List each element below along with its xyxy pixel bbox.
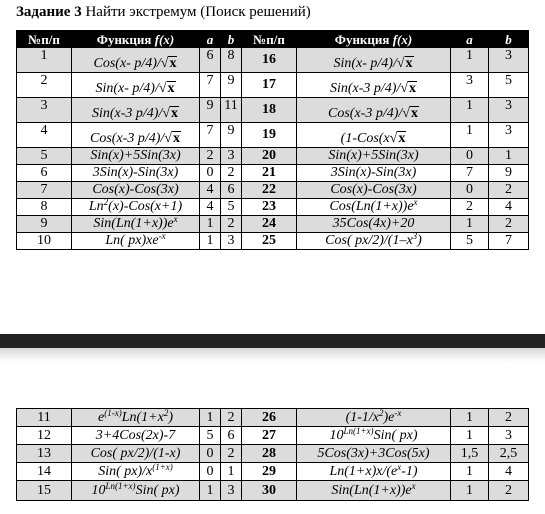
- radical-sign: √: [158, 81, 167, 96]
- function-exponent: -x: [394, 408, 402, 418]
- task-number: Задание 3: [16, 4, 82, 20]
- interval-b-cell: 3: [221, 233, 242, 250]
- function-exponent: x: [397, 462, 402, 472]
- interval-b-cell: 2: [489, 481, 529, 501]
- function-cell: [72, 445, 200, 463]
- function-text: Cos( px/2)/(1–x: [325, 233, 413, 248]
- task-number-cell: 21: [242, 165, 297, 182]
- radicand: x: [398, 131, 406, 146]
- header-num: №п/п: [17, 31, 72, 48]
- function-exponent: 2: [103, 198, 109, 207]
- sqrt-symbol: [402, 106, 419, 121]
- sqrt-symbol: [397, 56, 414, 71]
- task-number-cell: 9: [17, 216, 72, 233]
- function-cell: [72, 73, 200, 98]
- function-cell: [297, 199, 451, 216]
- interval-b-cell: 2,5: [489, 445, 529, 463]
- header-a: a: [200, 31, 221, 48]
- interval-a-cell: 7: [451, 165, 489, 182]
- table-row: [17, 73, 529, 98]
- header-num: №п/п: [242, 31, 297, 48]
- task-number-cell: 8: [17, 199, 72, 216]
- function-text: Ln(1+x)x/(e: [329, 463, 398, 479]
- interval-a-cell: 1: [451, 427, 489, 445]
- function-exponent: x: [173, 215, 178, 224]
- function-text: Sin(Ln(1+x))e: [331, 482, 412, 498]
- function-exponent: (1+x): [152, 462, 173, 472]
- function-exponent: 3: [412, 232, 418, 241]
- task-number-cell: 2: [17, 73, 72, 98]
- function-text: Cos(Ln(1+x))e: [329, 199, 414, 214]
- function-cell: [297, 73, 451, 98]
- function-text: Cos( px/2)/(1-x): [90, 445, 181, 461]
- table-row: [17, 481, 529, 501]
- table-row: [17, 409, 529, 427]
- sqrt-symbol: [164, 131, 181, 146]
- interval-a-cell: 0: [200, 165, 221, 182]
- table-row: [17, 427, 529, 445]
- interval-a-cell: 0: [200, 445, 221, 463]
- function-cell: [72, 233, 200, 250]
- function-cell: [297, 182, 451, 199]
- table-body-bottom: [17, 409, 529, 501]
- task-number-cell: 28: [242, 445, 297, 463]
- interval-b-cell: 9: [489, 165, 529, 182]
- function-text: 35Cos(4x)+20: [332, 216, 415, 231]
- task-number-cell: 27: [242, 427, 297, 445]
- interval-a-cell: 1: [451, 216, 489, 233]
- function-text: -1): [401, 463, 418, 479]
- interval-b-cell: 2: [221, 165, 242, 182]
- function-text: 3Sin(x)-Sin(3x): [330, 165, 417, 180]
- page-divider-shadow: [0, 348, 545, 362]
- function-cell: [72, 165, 200, 182]
- interval-a-cell: 1: [451, 48, 489, 73]
- task-number-cell: 23: [242, 199, 297, 216]
- sqrt-symbol: [400, 81, 417, 96]
- function-exponent: Ln(1+x): [343, 426, 374, 436]
- header-function: Функция f(x): [72, 31, 200, 48]
- header-b: b: [489, 31, 529, 48]
- task-number-cell: 10: [17, 233, 72, 250]
- table-row: [17, 182, 529, 199]
- interval-b-cell: 5: [489, 73, 529, 98]
- function-exponent: 2: [163, 408, 169, 418]
- radicand: x: [167, 81, 175, 96]
- interval-b-cell: 2: [221, 409, 242, 427]
- sqrt-symbol: [159, 81, 176, 96]
- task-number-cell: 17: [242, 73, 297, 98]
- task-number-cell: 12: [17, 427, 72, 445]
- interval-b-cell: 2: [489, 409, 529, 427]
- task-number-cell: 19: [242, 123, 297, 148]
- function-cell: [72, 48, 200, 73]
- radical-sign: √: [402, 106, 410, 121]
- interval-a-cell: 5: [451, 233, 489, 250]
- function-text: e: [98, 409, 105, 425]
- task-number-cell: 26: [242, 409, 297, 427]
- radicand: x: [169, 56, 177, 71]
- task-description: Найти экстремум (Поиск решений): [85, 4, 311, 20]
- interval-b-cell: 6: [221, 427, 242, 445]
- function-text: Ln: [88, 199, 104, 214]
- function-cell: [72, 148, 200, 165]
- radicand: x: [172, 131, 180, 146]
- function-cell: [72, 123, 200, 148]
- function-text: Sin( px): [373, 427, 418, 443]
- task-number-cell: 18: [242, 98, 297, 123]
- interval-b-cell: 2: [489, 182, 529, 199]
- function-cell: [72, 463, 200, 481]
- interval-a-cell: 2: [200, 148, 221, 165]
- function-text: Cos(x)-Cos(3x): [92, 182, 179, 197]
- interval-b-cell: 7: [489, 233, 529, 250]
- interval-a-cell: 1: [451, 123, 489, 148]
- task-number-cell: 1: [17, 48, 72, 73]
- function-text: Ln( px)xe: [105, 233, 159, 248]
- interval-a-cell: 6: [200, 48, 221, 73]
- function-text: Cos(x)-Cos(3x): [330, 182, 417, 197]
- radicand: x: [410, 106, 418, 121]
- interval-b-cell: 3: [221, 148, 242, 165]
- function-cell: [297, 148, 451, 165]
- interval-a-cell: 1: [200, 481, 221, 501]
- interval-a-cell: 1: [451, 463, 489, 481]
- task-number-cell: 14: [17, 463, 72, 481]
- function-cell: [72, 427, 200, 445]
- task-number-cell: 29: [242, 463, 297, 481]
- interval-b-cell: 1: [221, 463, 242, 481]
- header-b: b: [221, 31, 242, 48]
- task-number-cell: 3: [17, 98, 72, 123]
- function-text: Sin(Ln(1+x))e: [93, 216, 174, 231]
- function-text: 5Cos(3x)+3Cos(5x): [317, 445, 430, 461]
- task-number-cell: 30: [242, 481, 297, 501]
- interval-b-cell: 3: [489, 48, 529, 73]
- interval-b-cell: 3: [489, 123, 529, 148]
- function-text: 3Sin(x)-Sin(3x): [92, 165, 179, 180]
- function-cell: [297, 427, 451, 445]
- function-cell: [297, 463, 451, 481]
- interval-b-cell: 2: [489, 216, 529, 233]
- function-text: Sin(x- p/4)/: [95, 81, 159, 96]
- interval-a-cell: 1: [200, 216, 221, 233]
- sqrt-symbol: [161, 56, 178, 71]
- function-cell: [72, 98, 200, 123]
- table-row: [17, 233, 529, 250]
- function-exponent: x: [411, 480, 416, 491]
- page-divider-band: [0, 334, 545, 348]
- function-cell: [297, 409, 451, 427]
- interval-b-cell: 9: [221, 123, 242, 148]
- function-exponent: Ln(1+x): [105, 480, 136, 491]
- interval-b-cell: 6: [221, 182, 242, 199]
- interval-a-cell: 1: [451, 481, 489, 501]
- function-cell: [297, 123, 451, 148]
- task-number-cell: 7: [17, 182, 72, 199]
- function-text: Cos(x-3 p/4)/: [90, 131, 165, 146]
- task-number-cell: 5: [17, 148, 72, 165]
- table-row: [17, 199, 529, 216]
- function-text: 10: [91, 482, 106, 498]
- function-text: )e: [383, 409, 395, 425]
- interval-b-cell: 3: [489, 427, 529, 445]
- table-row: [17, 148, 529, 165]
- interval-b-cell: 3: [221, 481, 242, 501]
- interval-b-cell: 4: [489, 199, 529, 216]
- task-number-cell: 11: [17, 409, 72, 427]
- function-text: 10: [329, 427, 344, 443]
- function-text: Sin(x)+5Sin(3x): [328, 148, 419, 163]
- function-cell: [297, 48, 451, 73]
- function-exponent: 2: [379, 408, 384, 418]
- interval-a-cell: 0: [451, 182, 489, 199]
- task-number-cell: 22: [242, 182, 297, 199]
- table-row: [17, 48, 529, 73]
- interval-a-cell: 4: [200, 182, 221, 199]
- function-text: ): [417, 233, 422, 248]
- interval-a-cell: 7: [200, 123, 221, 148]
- function-cell: [297, 165, 451, 182]
- interval-a-cell: 5: [200, 427, 221, 445]
- function-text: (1-Cos(x: [340, 131, 390, 146]
- function-cell: [297, 445, 451, 463]
- table-row: [17, 165, 529, 182]
- task-number-cell: 24: [242, 216, 297, 233]
- function-text: Sin( px): [135, 482, 180, 498]
- radical-sign: √: [389, 131, 398, 146]
- interval-a-cell: 1: [200, 409, 221, 427]
- table-row: [17, 463, 529, 481]
- function-exponent: (1-x): [104, 408, 122, 418]
- function-cell: [72, 481, 200, 501]
- interval-a-cell: 1: [451, 98, 489, 123]
- interval-b-cell: 2: [221, 445, 242, 463]
- function-text: Cos(x- p/4)/: [93, 56, 161, 71]
- task-number-cell: 25: [242, 233, 297, 250]
- tasks-table-bottom: [16, 408, 529, 501]
- table-header-row: [17, 31, 529, 48]
- interval-b-cell: 1: [489, 148, 529, 165]
- function-text: (1-1/x: [345, 409, 380, 425]
- function-cell: [72, 182, 200, 199]
- function-text: Sin(x)+5Sin(3x): [90, 148, 181, 163]
- interval-a-cell: 1,5: [451, 445, 489, 463]
- function-cell: [72, 199, 200, 216]
- table-body-top: [17, 48, 529, 250]
- table-row: [17, 216, 529, 233]
- interval-b-cell: 11: [221, 98, 242, 123]
- task-number-cell: 13: [17, 445, 72, 463]
- function-exponent: x: [413, 198, 418, 207]
- interval-a-cell: 1: [451, 409, 489, 427]
- radical-sign: √: [396, 56, 405, 71]
- function-text: Sin( px)/x: [98, 463, 153, 479]
- function-cell: [297, 98, 451, 123]
- interval-b-cell: 8: [221, 48, 242, 73]
- function-cell: [72, 216, 200, 233]
- radical-sign: √: [164, 131, 172, 146]
- function-exponent: -x: [158, 232, 166, 241]
- interval-a-cell: 3: [451, 73, 489, 98]
- interval-b-cell: 3: [489, 98, 529, 123]
- radicand: x: [405, 56, 413, 71]
- interval-b-cell: 5: [221, 199, 242, 216]
- task-number-cell: 4: [17, 123, 72, 148]
- sqrt-symbol: [162, 106, 179, 121]
- radical-sign: √: [162, 106, 171, 121]
- function-text: (x)-Cos(x+1): [108, 199, 183, 214]
- interval-a-cell: 9: [200, 98, 221, 123]
- interval-a-cell: 4: [200, 199, 221, 216]
- interval-a-cell: 1: [200, 233, 221, 250]
- task-number-cell: 6: [17, 165, 72, 182]
- task-number-cell: 16: [242, 48, 297, 73]
- task-title: [16, 4, 311, 21]
- interval-a-cell: 2: [451, 199, 489, 216]
- task-number-cell: 20: [242, 148, 297, 165]
- function-cell: [297, 216, 451, 233]
- radical-sign: √: [160, 56, 169, 71]
- table-row: [17, 98, 529, 123]
- radicand: x: [171, 106, 179, 121]
- table-row: [17, 445, 529, 463]
- function-text: ): [168, 409, 173, 425]
- interval-a-cell: 7: [200, 73, 221, 98]
- task-number-cell: 15: [17, 481, 72, 501]
- function-text: 3+4Cos(2x)-7: [95, 427, 176, 443]
- function-cell: [297, 481, 451, 501]
- function-text: Sin(x-3 p/4)/: [91, 106, 163, 121]
- function-cell: [297, 233, 451, 250]
- interval-b-cell: 2: [221, 216, 242, 233]
- table-row: [17, 123, 529, 148]
- radical-sign: √: [400, 81, 409, 96]
- header-a: a: [451, 31, 489, 48]
- header-function: Функция f(x): [297, 31, 451, 48]
- sqrt-symbol: [390, 131, 407, 146]
- function-text: Ln(1+x: [121, 409, 164, 425]
- function-text: Cos(x-3 p/4)/: [328, 106, 403, 121]
- interval-a-cell: 0: [451, 148, 489, 165]
- tasks-table-top: [16, 30, 529, 250]
- interval-b-cell: 9: [221, 73, 242, 98]
- interval-b-cell: 4: [489, 463, 529, 481]
- radicand: x: [409, 81, 417, 96]
- function-text: Sin(x-3 p/4)/: [329, 81, 401, 96]
- function-text: Sin(x- p/4)/: [333, 56, 397, 71]
- function-cell: [72, 409, 200, 427]
- interval-a-cell: 0: [200, 463, 221, 481]
